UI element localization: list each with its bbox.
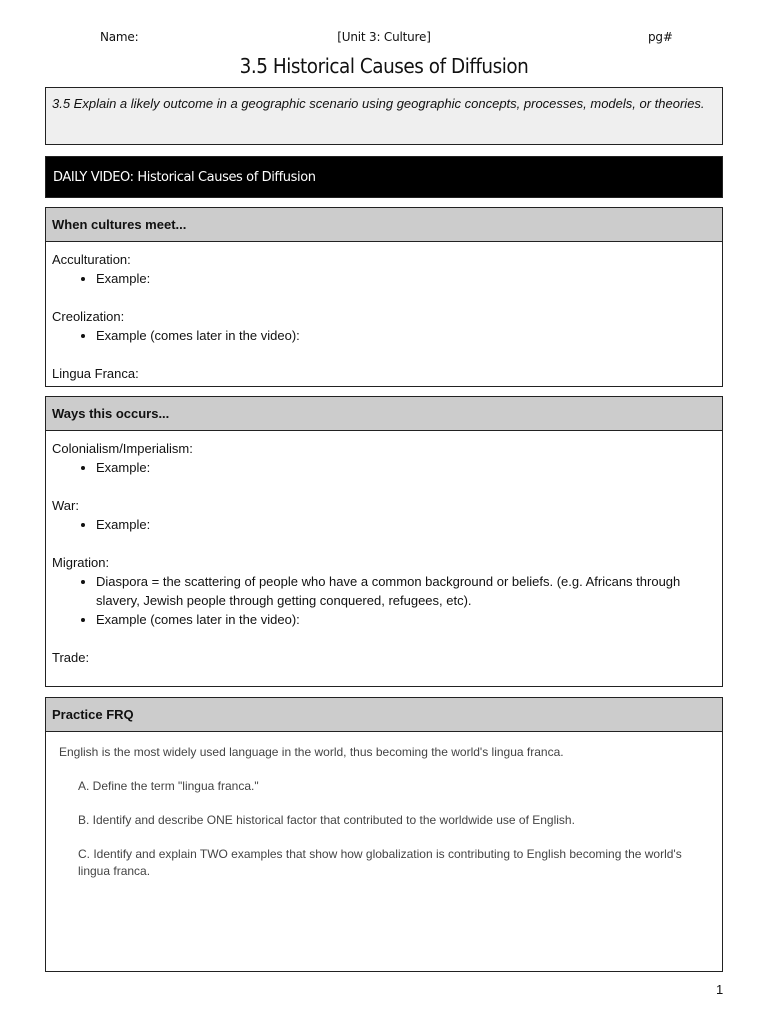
name-label: Name:	[100, 30, 139, 44]
trade-label: Trade:	[52, 650, 90, 665]
migration-list	[52, 572, 716, 629]
section-body	[46, 242, 722, 391]
page-label: pg#	[648, 30, 673, 44]
section-practice-frq	[45, 697, 723, 972]
migration-label: Migration:	[52, 555, 110, 570]
list-item: • Diaspora = the scattering of people who have a common background or beliefs. (e.g. Africans through slavery, Jewish people through getting conquered, refugees, etc).	[96, 572, 716, 610]
section-ways-this-occurs	[45, 396, 723, 687]
creolization-label: Creolization:	[52, 309, 125, 324]
war-list	[52, 515, 716, 534]
creolization-list	[52, 326, 716, 345]
frq-part-a: A. Define the term "lingua franca."	[78, 779, 259, 793]
frq-part-b: B. Identify and describe ONE historical factor that contributed to the worldwide use of English.	[78, 813, 575, 827]
section-heading: When cultures meet...	[46, 208, 722, 242]
list-item: • Example (comes later in the video):	[96, 610, 716, 629]
frq-part-c: C. Identify and explain TWO examples that show how globalization is contributing to English becoming the world's lingua franca.	[78, 847, 682, 878]
section-body	[46, 431, 722, 675]
frq-body	[46, 732, 722, 909]
daily-video-banner: DAILY VIDEO: Historical Causes of Diffusion	[45, 156, 723, 198]
list-item: • Example:	[96, 269, 716, 288]
page-number: 1	[716, 982, 724, 997]
acculturation-label: Acculturation:	[52, 252, 131, 267]
lingua-franca-label: Lingua Franca:	[52, 366, 139, 381]
page-title: 3.5 Historical Causes of Diffusion	[239, 54, 529, 78]
section-when-cultures-meet	[45, 207, 723, 387]
war-label: War:	[52, 498, 79, 513]
section-heading: Practice FRQ	[46, 698, 722, 732]
section-heading: Ways this occurs...	[46, 397, 722, 431]
standard-box: 3.5 Explain a likely outcome in a geographic scenario using geographic concepts, processes, models, or theories.	[45, 87, 723, 145]
list-item: • Example (comes later in the video):	[96, 326, 716, 345]
colonialism-label: Colonialism/Imperialism:	[52, 441, 193, 456]
acculturation-list	[52, 269, 716, 288]
unit-label: [Unit 3: Culture]	[337, 30, 431, 44]
frq-prompt: English is the most widely used language in the world, thus becoming the world's lingua franca.	[59, 745, 564, 759]
list-item: • Example:	[96, 458, 716, 477]
colonialism-list	[52, 458, 716, 477]
list-item: • Example:	[96, 515, 716, 534]
